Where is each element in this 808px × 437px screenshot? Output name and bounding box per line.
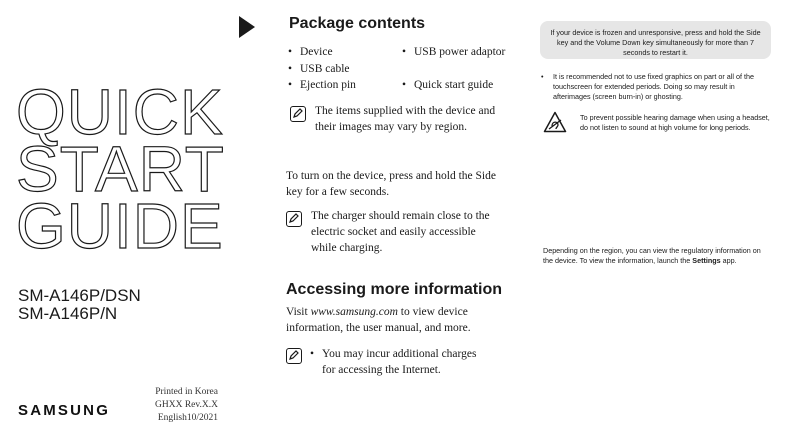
accessing-info-heading: Accessing more information bbox=[286, 281, 503, 298]
samsung-website-link[interactable]: www.samsung.com bbox=[310, 306, 398, 318]
internet-charges-note: • You may incur additional charges for accessing the Internet. bbox=[322, 346, 492, 378]
model-number-n: SM-A146P/N bbox=[18, 304, 118, 323]
access-text-pre: Visit bbox=[286, 306, 311, 318]
package-contents-heading: Package contents bbox=[289, 15, 426, 32]
charger-note: The charger should remain close to the electric socket and easily accessible while charging. bbox=[311, 210, 490, 254]
note-pencil-icon bbox=[290, 106, 306, 122]
model-number-dsn: SM-A146P/DSN bbox=[18, 286, 141, 305]
package-note: The items supplied with the device and their images may vary by region. bbox=[315, 105, 496, 133]
title-line-start: START bbox=[16, 133, 225, 205]
package-item-quick-start-guide: • Quick start guide bbox=[414, 77, 493, 93]
printed-language-date: English10/2021 bbox=[157, 413, 218, 423]
access-info-text bbox=[286, 304, 501, 336]
samsung-logo: SAMSUNG bbox=[18, 402, 111, 419]
package-item-device: • Device bbox=[300, 44, 333, 60]
printed-revision: GHXX Rev.X.X bbox=[155, 400, 218, 410]
title-line-guide: GUIDE bbox=[16, 190, 224, 262]
title-line-quick: QUICK bbox=[16, 76, 224, 148]
print-info bbox=[140, 386, 218, 425]
access-text-post: to view device information, the user manual, and more. bbox=[286, 306, 471, 334]
frozen-device-warning-box bbox=[540, 21, 771, 59]
settings-app-name: Settings bbox=[692, 256, 721, 265]
note-pencil-icon bbox=[286, 348, 302, 364]
package-item-ejection-pin: • Ejection pin bbox=[300, 77, 356, 93]
power-on-instructions: To turn on the device, press and hold the Side key for a few seconds. bbox=[286, 170, 496, 198]
hearing-warning: To prevent possible hearing damage when using a headset, do not listen to sound at high volume for long periods. bbox=[580, 113, 770, 132]
printed-country: Printed in Korea bbox=[155, 387, 218, 397]
burn-in-warning: • It is recommended not to use fixed graphics on part or all of the touchscreen for extended periods. Doing so may result in afterimages (screen burn-in) or ghosting. bbox=[553, 72, 773, 102]
package-item-usb-cable: • USB cable bbox=[300, 61, 350, 77]
regulatory-text-post: app. bbox=[720, 256, 737, 265]
regulatory-text-pre: Depending on the region, you can view the regulatory information on the device. To view the information, launch the bbox=[543, 246, 761, 265]
regulatory-info bbox=[543, 246, 768, 266]
guide-title bbox=[16, 76, 225, 262]
note-pencil-icon bbox=[286, 211, 302, 227]
frozen-device-warning: If your device is frozen and unresponsive, press and hold the Side key and the Volume Down key simultaneously for more than 7 seconds to restart it. bbox=[550, 28, 761, 57]
arrow-right-icon bbox=[239, 16, 255, 38]
hearing-warning-icon bbox=[543, 111, 567, 133]
package-item-usb-power-adaptor: • USB power adaptor bbox=[414, 44, 505, 60]
